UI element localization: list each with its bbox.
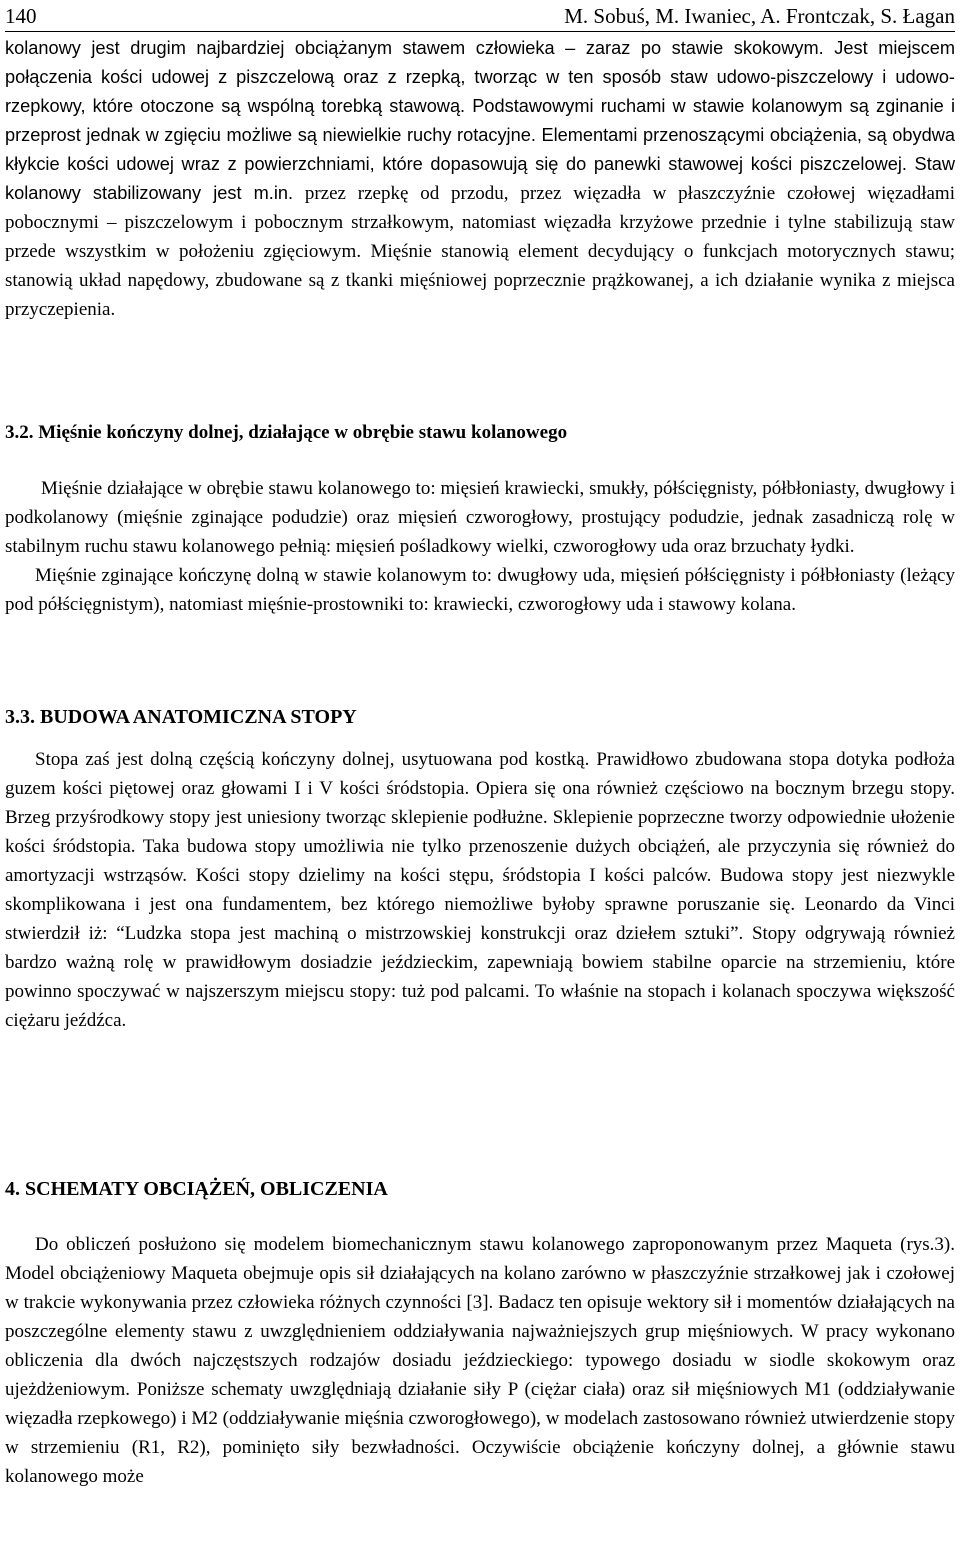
section-3-3 — [5, 703, 955, 732]
section-3-2-paragraph-2: Mięśnie zginające kończynę dolną w stawie kolanowym to: dwugłowy uda, mięsień półścięgnisty i półbłoniasty (leżący pod półścięgnistym), natomiast mięśnie-prostowniki to: krawiecki, czworogłowy uda i stawowy kolana. — [5, 565, 955, 615]
running-head-authors: M. Sobuś, M. Iwaniec, A. Frontczak, S. Łagan — [564, 4, 955, 28]
running-head — [5, 0, 955, 32]
section-3-2 — [5, 418, 955, 447]
page-number: 140 — [5, 4, 37, 28]
intro-paragraph — [5, 34, 955, 324]
section-3-3-body — [5, 745, 955, 1035]
section-3-2-paragraph-1: Mięśnie działające w obrębie stawu kolanowego to: mięsień krawiecki, smukły, półścięgnisty, półbłoniasty, dwugłowy i podkolanowy (mięśnie zginające podudzie) oraz mięsień czworogłowy, prostujący podudzie, jednak zasadniczą rolę w stabilnym ruchu stawu kolanowego pełnią: mięsień pośladkowy wielki, czworogłowy uda oraz brzuchaty łydki. — [5, 478, 955, 557]
section-3-3-paragraph: Stopa zaś jest dolną częścią kończyny dolnej, usytuowana pod kostką. Prawidłowo zbudowana stopa dotyka podłoża guzem kości piętowej oraz głowami I i V kości śródstopia. Opiera się ona również częściowo na bocznym brzegu stopy. Brzeg przyśrodkowy stopy jest uniesiony tworząc sklepienie podłużne. Sklepienie poprzeczne tworzy odpowiednie ułożenie kości śródstopia. Taka budowa stopy umożliwia nie tylko przenoszenie dużych obciążeń, ale przyczynia się również do amortyzacji wstrząsów. Kości stopy dzielimy na kości stępu, śródstopia I kości palców. Budowa stopy jest niezwykle skomplikowana i jest ona fundamentem, bez którego niemożliwe byłoby sprawne poruszanie się. Leonardo da Vinci stwierdził iż: “Ludzka stopa jest machiną o mistrzowskiej konstrukcji oraz dziełem sztuki”. Stopy odgrywają również bardzo ważną rolę w prawidłowym dosiadzie jeździeckim, zapewniają bowiem stabilne oparcie na strzemieniu, które powinno spoczywać w najszerszym miejscu stopy: tuż pod palcami. To właśnie na stopach i kolanach spoczywa większość ciężaru jeźdźca. — [5, 749, 955, 1031]
section-3-2-heading: 3.2. Mięśnie kończyny dolnej, działające w obrębie stawu kolanowego — [5, 422, 568, 443]
section-4-body — [5, 1230, 955, 1491]
intro-paragraph-part-2: przez rzepkę od przodu, przez więzadła w płaszczyźnie czołowej więzadłami pobocznymi – piszczelowym i pobocznym strzałkowym, natomiast więzadła krzyżowe przednie i tylne stabilizują staw przede wszystkim w położeniu zgięciowym. Mięśnie stanowią element decydujący o funkcjach motorycznych stawu; stanowią układ napędowy, zbudowane są z tkanki mięśniowej poprzecznie prążkowanej, a ich działanie wynika z miejsca przyczepienia. — [5, 183, 955, 320]
document-page — [5, 0, 955, 1487]
intro-paragraph-block — [5, 34, 955, 324]
section-4-paragraph: Do obliczeń posłużono się modelem biomechanicznym stawu kolanowego zaproponowanym przez Maqueta (rys.3). Model obciążeniowy Maqueta obejmuje opis sił działających na kolano zarówno w płaszczyźnie strzałkowej jak i czołowej w trakcie wykonywania przez człowieka różnych czynności [3]. Badacz ten opisuje wektory sił i momentów działających na poszczególne elementy stawu z uwzględnieniem oddziaływania najważniejszych grup mięśniowych. W pracy wykonano obliczenia dla dwóch najczęstszych rodzajów dosiadu jeździeckiego: typowego dosiadu w siodle skokowym oraz ujeżdżeniowym. Poniższe schematy uwzględniają działanie siły P (ciężar ciała) oraz sił mięśniowych M1 (oddziaływanie więzadła rzepkowego) i M2 (oddziaływanie mięśnia czworogłowego), w modelach zastosowano również utwierdzenie stopy w strzemieniu (R1, R2), pominięto siły bezwładności. Oczywiście obciążenie kończyny dolnej, a głównie stawu kolanowego może — [5, 1234, 955, 1487]
section-3-2-body — [5, 474, 955, 619]
section-4 — [5, 1175, 955, 1204]
intro-paragraph-part-1: kolanowy jest drugim najbardziej obciążanym stawem człowieka – zaraz po stawie skokowym. Jest miejscem połączenia kości udowej z piszczelową oraz z rzepką, tworząc w ten sposób staw udowo-piszczelowy i udowo-rzepkowy, które otoczone są wspólną torebką stawową. Podstawowymi ruchami w stawie kolanowym są zginanie i przeprost jednak w zgięciu możliwe są niewielkie ruchy rotacyjne. Elementami przenoszącymi obciążenia, są obydwa kłykcie kości udowej wraz z powierzchniami, które dopasowują się do panewki stawowej kości piszczelowej. Staw kolanowy stabilizowany jest m.in. — [5, 38, 955, 203]
section-3-3-heading: 3.3. BUDOWA ANATOMICZNA STOPY — [5, 706, 357, 728]
section-4-heading: 4. SCHEMATY OBCIĄŻEŃ, OBLICZENIA — [5, 1178, 388, 1200]
